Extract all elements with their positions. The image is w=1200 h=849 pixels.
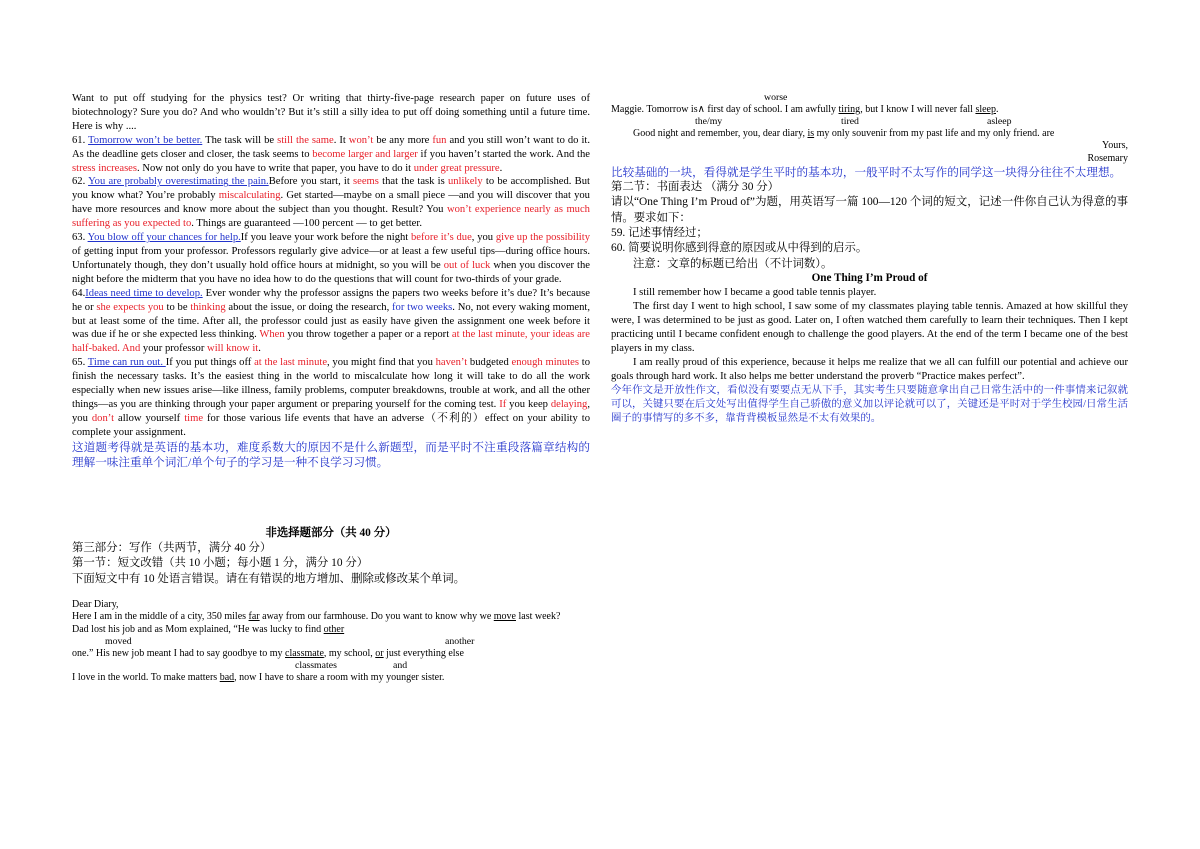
item-65: 65. Time can run out. If you put things off at the last minute, you might find that you haven’t budgeted enough minutes to finish the necessary tasks. It’s the easiest thing in the world to miscalculate how long it will take to do all the work especially when new issues arise—like illness, family problems, computer breakdowns, trouble at work, and all the other things—as you are thinking through your paper argument or preparing yourself for the coming test. If you keep delaying, you don’t allow yourself time for those various life events that have an adverse（不利的）effect on your ability to complete your assignment. [72, 357, 590, 438]
section-one-heading: 第一节：短文改错（共 10 小题；每小题 1 分，满分 10 分） [72, 557, 369, 570]
item-63-heading: You blow off your chances for help. [87, 232, 241, 244]
section-two-heading: 第二节：书面表达 （满分 30 分） [611, 180, 780, 193]
requirement-59: 59. 记述事情经过； [611, 227, 708, 240]
correction-row-1: moved another [105, 635, 475, 647]
diary-line-4: I love in the world. To make matters bad, now I have to share a room with my younger sister. [72, 672, 445, 684]
essay-paragraph-2: The first day I went to high school, I saw some of my classmates playing table tennis. Amazed at how skillful they were, I was determined to be just as good. Later on, I often watched them carefully to learn their techniques. Then I kept practicing until I became confident enough to challenge the good players. At the end of the term I became one of the best players in my class. [611, 301, 1128, 354]
essay-paragraph-3: I am really proud of this experience, because it helps me realize that we all can fulfill our potential and achieve our goals through hard work. It also helps me better understand the proverb “Practice makes perfect”. [611, 356, 1128, 382]
diary-line-6: Good night and remember, you, dear diary, is my only souvenir from my past life and my only friend. are [633, 128, 1055, 140]
diary-line-3: one.” His new job meant I had to say goodbye to my classmate, my school, or just everything else [72, 647, 464, 659]
correction-row-2: classmates and [295, 660, 408, 672]
diary-passage [72, 599, 590, 684]
essay-paragraph-1: I still remember how I became a good table tennis player. [633, 287, 877, 299]
correction-row-3: the/my tired asleep [695, 116, 1012, 128]
item-62: 62. You are probably overestimating the pain.Before you start, it seems that the task is unlikely to be accomplished. But you know what? You’re probably miscalculating. Get started—maybe on a small piece —and you will discover that you have more resources and know more about the subject than you thought. Result? You won’t experience nearly as much suffering as you expected to. Things are guaranteed —100 percent — to get better. [72, 176, 590, 230]
diary-line-5: Maggie. Tomorrow is∧ first day of school. I am awfully tiring, but I know I will never fall sleep. [611, 104, 999, 115]
spacer [72, 470, 590, 526]
writing-notice: 注意：文章的标题已给出（不计词数）。 [633, 257, 833, 270]
item-64-heading: Ideas need time to develop. [85, 287, 203, 299]
item-64: 64.Ideas need time to develop. Ever wonder why the professor assigns the papers two weeks before it’s due? It’s because he or she expects you to be thinking about the issue, or doing the research, for two weeks. No, not every waking moment, but at least some of the time. After all, the professor could just as easily have given the assignment one week before it was due if he or she expected less thinking. When you throw together a paper or a report at the last minute, your ideas are half-baked. And your professor will know it. [72, 287, 591, 355]
intro-paragraph: Want to put off studying for the physics test? Or writing that thirty-five-page research paper on future uses of biotechnology? Sure you do? And who wouldn’t? But it’s still a silly idea to put off doing something until a future time. Here is why .... [72, 93, 590, 132]
part-three-heading: 第三部分：写作（共两节，满分 40 分） [72, 542, 272, 555]
diary-signature: Rosemary [1087, 152, 1128, 164]
spacer [72, 587, 590, 599]
correction-instructions: 下面短文中有 10 处语言错误。请在有错误的地方增加、删除或修改某个单词。 [72, 572, 465, 585]
teacher-note-reading: 这道题考得就是英语的基本功，难度系数大的原因不是什么新题型，而是平时不注重段落篇章结构的理解一味注重单个词汇/单个句子的学习是一种不良学习习惯。 [72, 440, 590, 469]
item-61: 61. Tomorrow won’t be better. The task will be still the same. It won’t be any more fun and you still won’t want to do it. As the deadline gets closer and closer, the task seems to become larger and larger if you haven’t started the work. And the stress increases. Now not only do you have to write that paper, you have to do it under great pressure. [72, 134, 591, 174]
teacher-note-correction: 比较基础的一块，看得就是学生平时的基本功，一般平时不太写作的同学这一块得分往往不太理想。 [611, 165, 1122, 179]
writing-task: 请以“One Thing I’m Proud of”为题，用英语写一篇 100—120 个词的短文，记述一件你自己认为得意的事情。要求如下： [611, 196, 1128, 224]
right-column [611, 92, 1128, 426]
correction-row-0: worse [764, 92, 788, 103]
essay-title: One Thing I’m Proud of [811, 272, 928, 285]
item-61-heading: Tomorrow won’t be better. [88, 134, 203, 146]
diary-line-2: Dad lost his job and as Mom explained, “He was lucky to find other [72, 623, 345, 635]
diary-continuation [611, 92, 1128, 165]
diary-closing: Yours, [1102, 140, 1128, 152]
teacher-note-essay: 今年作文是开放性作文，看似没有要要点无从下手，其实考生只要随意拿出自己日常生活中的一件事情来记叙就可以，关键只要在后文处写出值得学生自己骄傲的意义加以评论就可以了，关键还是平时对于学生校园/日常生活圈子的事情写的多不多，靠背背模板显然是不太有效果的。 [611, 384, 1128, 424]
item-65-heading: Time can run out. [87, 357, 166, 369]
diary-greeting: Dear Diary, [72, 599, 119, 611]
requirement-60: 60. 简要说明你感到得意的原因或从中得到的启示。 [611, 242, 868, 255]
diary-line-1: Here I am in the middle of a city, 350 miles far away from our farmhouse. Do you want to know why we move last week? [72, 611, 561, 623]
section-title: 非选择题部分（共 40 分） [265, 526, 397, 539]
left-column [72, 92, 590, 684]
item-63: 63. You blow off your chances for help.If you leave your work before the night before it’s due, you give up the possibility of getting input from your professor. Professors regularly give advice—or at least a few useful tips—during office hours. Unfortunately though, they don’t usually hold office hours at midnight, so you will be out of luck when you discover the night before the midterm that you have no idea how to do the questions that will count for two-thirds of your grade. [72, 232, 590, 285]
item-62-heading: You are probably overestimating the pain. [88, 176, 269, 188]
